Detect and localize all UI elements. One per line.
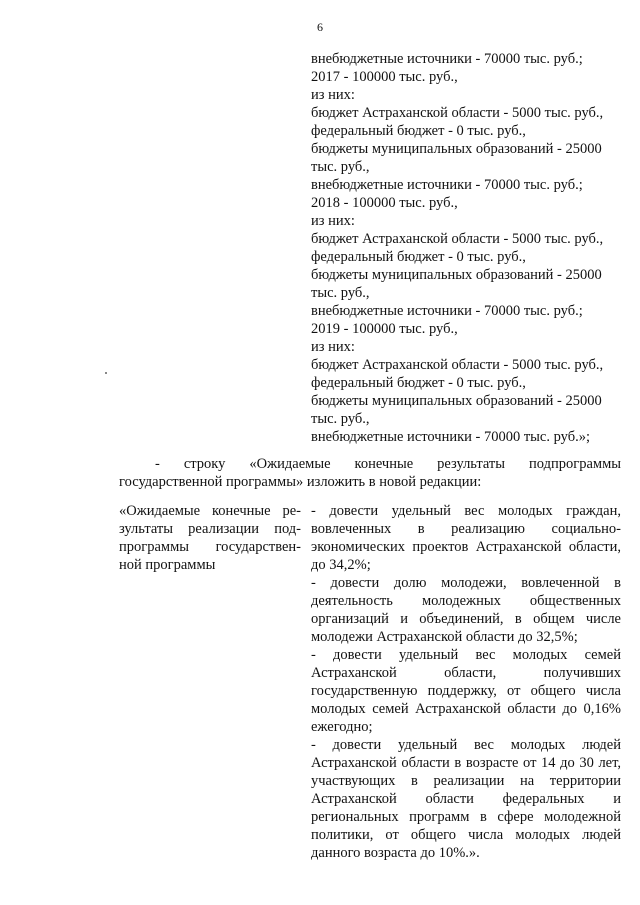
result-item: - довести удельный вес молодых граждан, вовлеченных в реализацию социально-экономических проектов Астраханской области, до 34,2%; [311,503,621,573]
label-line: зультаты реализации под- [119,521,301,537]
budget-line: внебюджетные источники - 70000 тыс. руб.; [311,303,583,319]
result-item: - довести удельный вес молодых людей Астраханской области в возрасте от 14 до 30 лет, участвующих в реализации на территории Астраханской области федеральных и региональных программ в сфере молодежной политики, от общего числа молодых людей данного возраста до 10%.». [311,737,621,861]
budget-line: тыс. руб., [311,411,370,427]
label-line: ной программы [119,557,216,573]
budget-line: федеральный бюджет - 0 тыс. руб., [311,123,526,139]
expected-results-label [119,502,301,574]
budget-line: бюджеты муниципальных образований - 25000 [311,141,602,157]
budget-line: бюджеты муниципальных образований - 25000 [311,267,602,283]
budget-line: бюджет Астраханской области - 5000 тыс. руб., [311,105,604,121]
budget-line: внебюджетные источники - 70000 тыс. руб.»; [311,429,591,445]
budget-line: бюджеты муниципальных образований - 25000 [311,393,602,409]
budget-sources-block [311,50,621,446]
amendment-instruction: - строку «Ожидаемые конечные результаты подпрограммы государственной программы» изложить в новой редакции: [119,456,621,490]
budget-line: бюджет Астраханской области - 5000 тыс. руб., [311,357,604,373]
expected-results-list [311,502,621,862]
page-number: 6 [317,20,323,34]
budget-line: 2019 - 100000 тыс. руб., [311,321,458,337]
budget-line: 2017 - 100000 тыс. руб., [311,69,458,85]
budget-line: 2018 - 100000 тыс. руб., [311,195,458,211]
margin-mark [105,372,107,374]
label-line: «Ожидаемые конечные ре- [119,503,301,519]
result-item: - довести долю молодежи, вовлеченной в деятельность молодежных общественных организаций и объединений, в общем числе молодежи Астраханской области до 32,5%; [311,575,621,645]
budget-line: бюджет Астраханской области - 5000 тыс. руб., [311,231,604,247]
budget-line: внебюджетные источники - 70000 тыс. руб.; [311,51,583,67]
budget-line: федеральный бюджет - 0 тыс. руб., [311,249,526,265]
result-item: - довести удельный вес молодых семей Астраханской области, получивших государственную поддержку, от общего числа молодых семей Астраханской области до 0,16% ежегодно; [311,647,621,735]
budget-line: тыс. руб., [311,159,370,175]
budget-line: внебюджетные источники - 70000 тыс. руб.; [311,177,583,193]
label-line: программы государствен- [119,539,301,555]
budget-line: федеральный бюджет - 0 тыс. руб., [311,375,526,391]
budget-line: из них: [311,339,355,355]
budget-line: из них: [311,213,355,229]
budget-line: из них: [311,87,355,103]
budget-line: тыс. руб., [311,285,370,301]
